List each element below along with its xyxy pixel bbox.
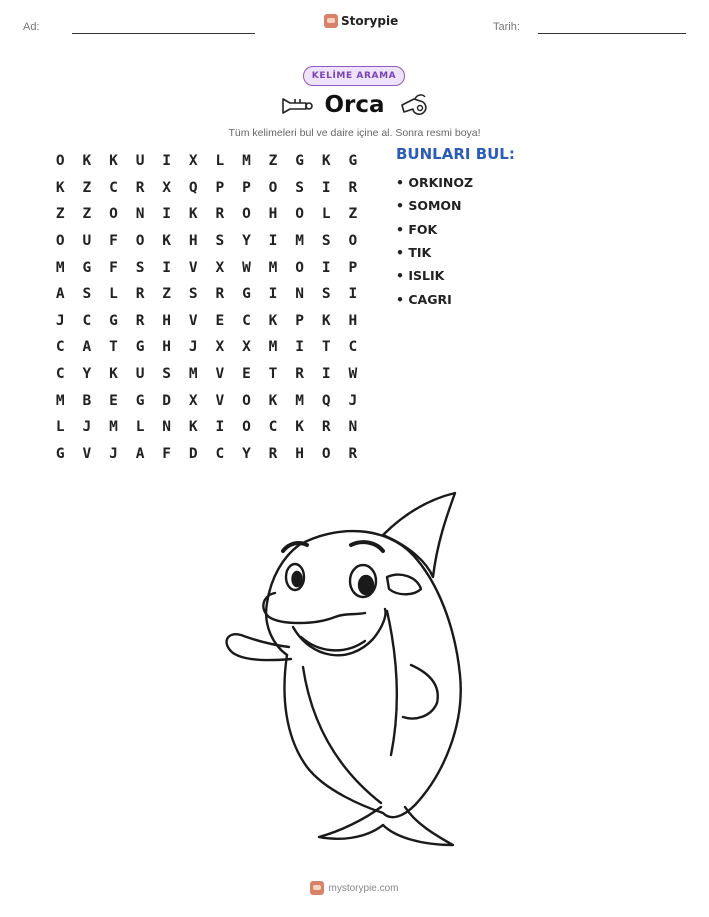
grid-cell: S: [321, 286, 331, 303]
grid-cell: C: [82, 312, 92, 329]
mouth-inner: [301, 637, 365, 650]
grid-cell: K: [295, 419, 304, 436]
grid-cell: K: [109, 366, 118, 383]
grid-cell: L: [55, 419, 65, 436]
grid-row: [47, 361, 366, 388]
grid-cell: N: [348, 419, 358, 436]
left-flipper: [227, 634, 291, 660]
grid-cell: O: [242, 419, 251, 436]
grid-cell: H: [188, 233, 198, 250]
grid-cell: O: [109, 206, 118, 223]
grid-cell: V: [215, 366, 225, 383]
grid-cell: G: [135, 392, 145, 409]
grid-cell: O: [295, 206, 304, 223]
grid-cell: L: [109, 286, 118, 303]
tail: [319, 807, 453, 845]
grid-cell: H: [295, 445, 304, 462]
grid-cell: Y: [82, 366, 92, 383]
eye-patch: [387, 575, 421, 595]
word-list-item: • SOMON: [396, 198, 462, 214]
grid-cell: R: [295, 366, 304, 383]
grid-cell: I: [162, 206, 172, 223]
grid-cell: W: [348, 366, 358, 383]
grid-cell: Q: [188, 179, 198, 196]
word-list-item: • ISLIK: [396, 268, 445, 284]
grid-cell: K: [109, 153, 118, 170]
right-flipper: [403, 665, 438, 718]
grid-cell: Y: [242, 445, 251, 462]
page-title: Orca: [324, 92, 385, 118]
grid-cell: C: [268, 419, 278, 436]
grid-cell: I: [268, 286, 278, 303]
grid-cell: R: [348, 179, 358, 196]
grid-cell: A: [55, 286, 65, 303]
storypie-logo: [324, 14, 398, 28]
grid-cell: M: [295, 392, 304, 409]
grid-cell: R: [268, 445, 278, 462]
grid-cell: K: [55, 179, 65, 196]
instructions: Tüm kelimeleri bul ve daire içine al. Sonra resmi boya!: [228, 127, 481, 139]
grid-cell: N: [135, 206, 145, 223]
grid-cell: G: [109, 312, 118, 329]
word-list: [396, 171, 473, 311]
right-brow: [351, 542, 383, 551]
grid-cell: X: [188, 392, 198, 409]
grid-cell: X: [162, 179, 172, 196]
grid-row: [47, 254, 366, 281]
grid-cell: S: [295, 179, 304, 196]
grid-cell: N: [295, 286, 304, 303]
word-list-heading: BUNLARI BUL:: [396, 145, 515, 163]
grid-cell: I: [321, 179, 331, 196]
grid-cell: I: [162, 259, 172, 276]
grid-cell: O: [295, 259, 304, 276]
grid-cell: X: [188, 153, 198, 170]
grid-cell: X: [215, 259, 225, 276]
grid-cell: P: [215, 179, 225, 196]
grid-cell: W: [242, 259, 251, 276]
grid-cell: O: [348, 233, 358, 250]
grid-cell: I: [348, 286, 358, 303]
grid-cell: L: [321, 206, 331, 223]
belly: [303, 667, 381, 803]
grid-cell: A: [82, 339, 92, 356]
grid-cell: C: [109, 179, 118, 196]
belly-right: [387, 611, 397, 755]
grid-cell: O: [268, 179, 278, 196]
grid-cell: F: [162, 445, 172, 462]
grid-cell: S: [162, 366, 172, 383]
grid-cell: S: [188, 286, 198, 303]
grid-row: [47, 308, 366, 335]
grid-cell: E: [215, 312, 225, 329]
grid-cell: G: [295, 153, 304, 170]
grid-cell: D: [188, 445, 198, 462]
grid-cell: J: [348, 392, 358, 409]
name-label: Ad:: [23, 21, 40, 33]
grid-cell: P: [242, 179, 251, 196]
grid-row: [47, 148, 366, 175]
grid-cell: I: [321, 366, 331, 383]
grid-cell: Z: [348, 206, 358, 223]
dorsal-fin: [383, 493, 455, 577]
grid-cell: J: [188, 339, 198, 356]
snout: [263, 593, 365, 623]
grid-row: [47, 175, 366, 202]
grid-cell: S: [215, 233, 225, 250]
grid-cell: R: [135, 286, 145, 303]
grid-cell: H: [162, 312, 172, 329]
grid-cell: Y: [242, 233, 251, 250]
grid-cell: G: [55, 445, 65, 462]
grid-cell: C: [215, 445, 225, 462]
word-list-item: • TIK: [396, 245, 432, 261]
head-outline: [266, 545, 299, 655]
word-list-item: • ORKINOZ: [396, 175, 474, 191]
grid-row: [47, 228, 366, 255]
grid-cell: Z: [162, 286, 172, 303]
grid-cell: Z: [55, 206, 65, 223]
footer-logo-icon: [310, 881, 324, 895]
grid-cell: R: [348, 445, 358, 462]
grid-cell: H: [162, 339, 172, 356]
date-line: [538, 33, 686, 34]
grid-cell: U: [135, 153, 145, 170]
grid-cell: V: [188, 312, 198, 329]
grid-cell: Z: [82, 179, 92, 196]
grid-cell: F: [109, 233, 118, 250]
grid-cell: M: [109, 419, 118, 436]
grid-cell: I: [215, 419, 225, 436]
grid-cell: C: [55, 339, 65, 356]
grid-cell: G: [135, 339, 145, 356]
word-list-item: • FOK: [396, 221, 438, 237]
grid-cell: G: [242, 286, 251, 303]
grid-cell: T: [109, 339, 118, 356]
grid-cell: S: [135, 259, 145, 276]
grid-cell: P: [348, 259, 358, 276]
grid-cell: F: [109, 259, 118, 276]
grid-cell: O: [242, 392, 251, 409]
grid-cell: M: [268, 339, 278, 356]
grid-cell: A: [135, 445, 145, 462]
grid-row: [47, 281, 366, 308]
word-list-item: • CAGRI: [396, 291, 452, 307]
grid-cell: I: [321, 259, 331, 276]
grid-cell: C: [348, 339, 358, 356]
grid-cell: O: [242, 206, 251, 223]
grid-row: [47, 414, 366, 441]
grid-cell: R: [215, 206, 225, 223]
grid-cell: Q: [321, 392, 331, 409]
grid-cell: V: [215, 392, 225, 409]
storypie-logo-text: Storypie: [341, 14, 399, 28]
grid-cell: S: [321, 233, 331, 250]
grid-cell: C: [55, 366, 65, 383]
grid-cell: L: [135, 419, 145, 436]
grid-cell: N: [162, 419, 172, 436]
grid-cell: R: [215, 286, 225, 303]
grid-cell: P: [295, 312, 304, 329]
grid-cell: I: [295, 339, 304, 356]
grid-cell: O: [55, 153, 65, 170]
grid-cell: U: [82, 233, 92, 250]
grid-cell: K: [268, 312, 278, 329]
grid-cell: J: [55, 312, 65, 329]
letter-grid: [47, 148, 366, 467]
grid-cell: O: [55, 233, 65, 250]
grid-cell: R: [135, 179, 145, 196]
grid-cell: G: [348, 153, 358, 170]
grid-cell: M: [188, 366, 198, 383]
grid-cell: E: [242, 366, 251, 383]
grid-cell: G: [82, 259, 92, 276]
grid-cell: M: [55, 259, 65, 276]
orca-coloring-illustration: [215, 485, 495, 860]
grid-row: [47, 441, 366, 468]
grid-cell: X: [242, 339, 251, 356]
grid-cell: H: [268, 206, 278, 223]
grid-cell: D: [162, 392, 172, 409]
grid-cell: M: [268, 259, 278, 276]
grid-row: [47, 334, 366, 361]
date-label: Tarih:: [493, 21, 520, 33]
grid-cell: J: [82, 419, 92, 436]
grid-cell: O: [321, 445, 331, 462]
grid-cell: S: [82, 286, 92, 303]
grid-cell: X: [215, 339, 225, 356]
grid-cell: V: [188, 259, 198, 276]
grid-cell: E: [109, 392, 118, 409]
grid-cell: T: [268, 366, 278, 383]
grid-row: [47, 387, 366, 414]
grid-cell: M: [295, 233, 304, 250]
grid-cell: Z: [268, 153, 278, 170]
grid-cell: K: [321, 312, 331, 329]
grid-cell: I: [162, 153, 172, 170]
grid-cell: L: [215, 153, 225, 170]
grid-cell: C: [242, 312, 251, 329]
grid-cell: M: [55, 392, 65, 409]
grid-cell: R: [135, 312, 145, 329]
grid-cell: Z: [82, 206, 92, 223]
grid-cell: K: [82, 153, 92, 170]
grid-cell: K: [188, 206, 198, 223]
grid-cell: K: [321, 153, 331, 170]
grid-cell: K: [162, 233, 172, 250]
name-line: [72, 33, 255, 34]
footer: [0, 881, 709, 895]
whistle-icon: [398, 93, 430, 117]
word-search-badge: KELİME ARAMA: [303, 66, 405, 86]
storypie-logo-icon: [324, 14, 338, 28]
grid-cell: V: [82, 445, 92, 462]
grid-cell: T: [321, 339, 331, 356]
grid-cell: R: [321, 419, 331, 436]
grid-cell: K: [188, 419, 198, 436]
grid-cell: I: [268, 233, 278, 250]
grid-row: [47, 201, 366, 228]
grid-cell: H: [348, 312, 358, 329]
grid-cell: M: [242, 153, 251, 170]
grid-cell: K: [268, 392, 278, 409]
grid-cell: U: [135, 366, 145, 383]
grid-cell: J: [109, 445, 118, 462]
grid-cell: O: [135, 233, 145, 250]
footer-text: mystorypie.com: [328, 882, 399, 894]
grid-cell: B: [82, 392, 92, 409]
